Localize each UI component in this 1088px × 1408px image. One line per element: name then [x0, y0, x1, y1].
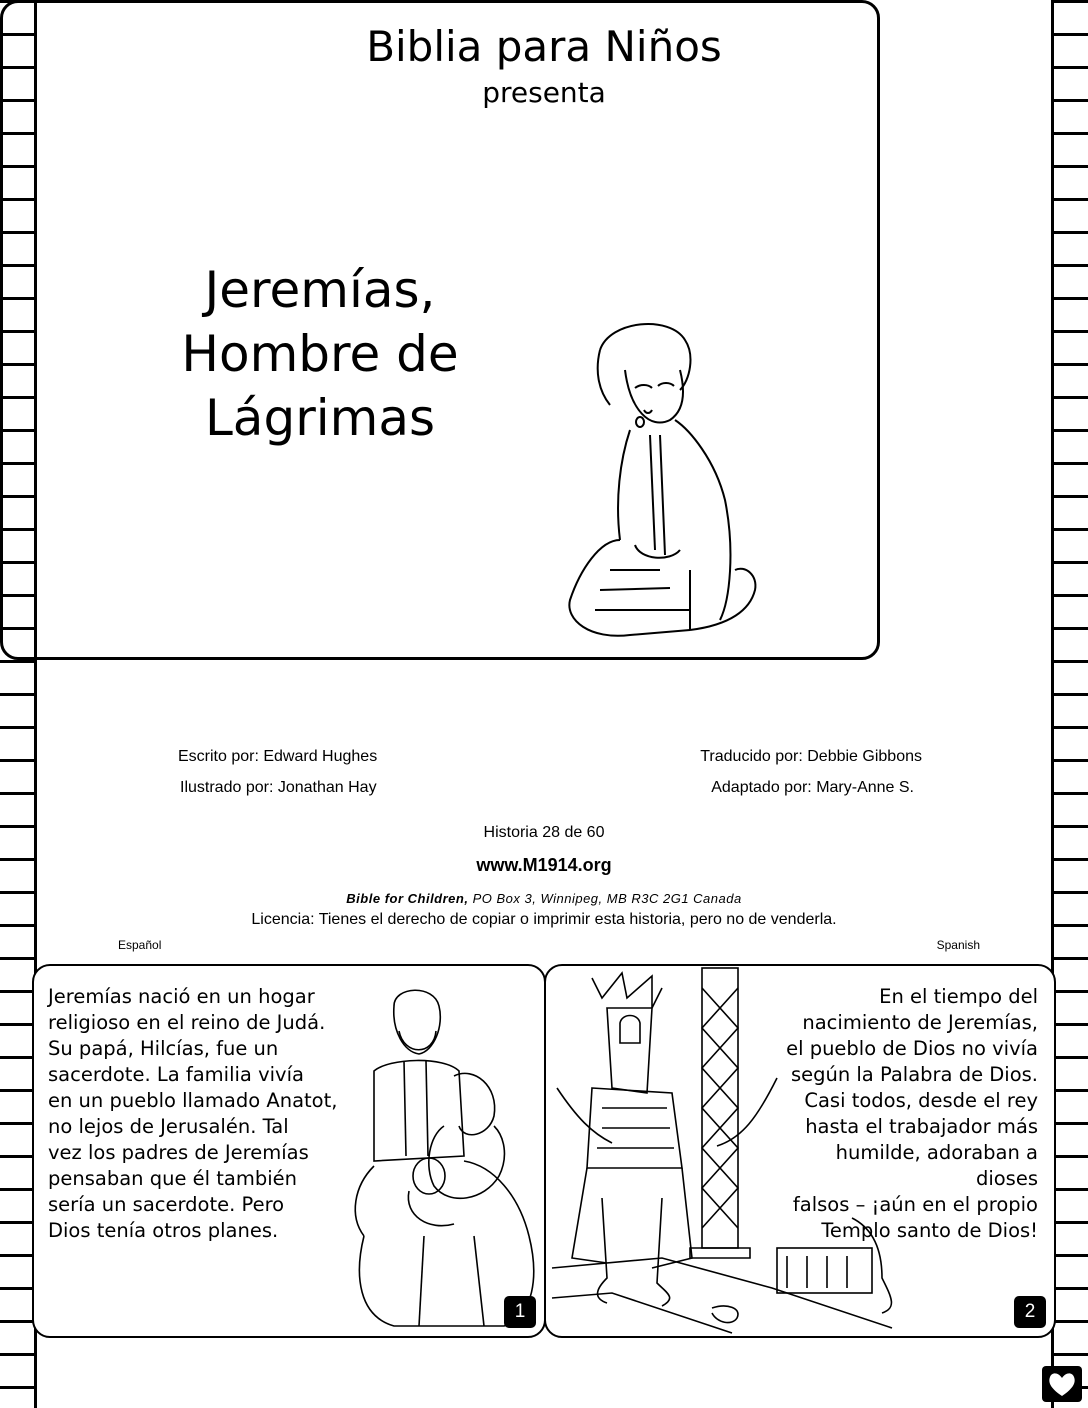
credit-illustrated: Ilustrado por: Jonathan Hay [180, 779, 377, 796]
film-strip-bar [0, 396, 34, 399]
film-strip-bar [0, 561, 34, 564]
film-strip-bar [0, 330, 34, 333]
credit-translated: Traducido por: Debbie Gibbons [700, 748, 922, 765]
cover-frame [0, 0, 880, 660]
story-title [160, 258, 480, 450]
family-illustration [334, 976, 544, 1336]
page-number-badge: 2 [1014, 1296, 1046, 1328]
address-rest: PO Box 3, Winnipeg, MB R3C 2G1 Canada [468, 891, 742, 906]
brand-subtitle: presenta [482, 76, 606, 109]
film-strip-bar [0, 132, 34, 135]
website-link[interactable]: www.M1914.org [476, 855, 612, 875]
panel-text: Jeremías nació en un hogar religioso en el reino de Judá. Su papá, Hilcías, fue un sacerdote. La familia vivía en un pueblo llamado Anatot, no lejos de Jerusalén. Tal vez los padres de Jeremías pensaban que él también sería un sacerdote. Pero Dios tenía otros planes. [48, 985, 338, 1242]
license-text: Licencia: Tienes el derecho de copiar o imprimir esta historia, pero no de venderla. [251, 911, 837, 928]
film-strip-bar [0, 264, 34, 267]
film-strip-bar [0, 231, 34, 234]
story-panel-1 [32, 964, 546, 1338]
address-line [0, 891, 1088, 906]
film-strip-bar [0, 0, 34, 3]
story-panel-2 [544, 964, 1056, 1338]
film-strip-bar [0, 594, 34, 597]
story-title-line: Hombre de [181, 325, 459, 383]
film-strip-bar [0, 627, 34, 630]
film-strip-bar [0, 198, 34, 201]
credit-adapted: Adaptado por: Mary-Anne S. [711, 779, 914, 796]
address-org: Bible for Children, [346, 891, 469, 906]
language-label-right: Spanish [936, 938, 980, 952]
story-title-line: Lágrimas [204, 389, 436, 447]
film-strip-bar [0, 495, 34, 498]
film-strip-bar [0, 297, 34, 300]
film-strip-bar [0, 462, 34, 465]
kneeling-man-illustration [540, 310, 780, 650]
story-number: Historia 28 de 60 [483, 824, 605, 841]
panel-text: En el tiempo del nacimiento de Jeremías, el pueblo de Dios no vivía según la Palabra de Dios. Casi todos, desde el rey hasta el trabajador más humilde, adoraban a dioses falsos – ¡aún en el propio Templo santo de Dios! [786, 985, 1038, 1242]
film-strip-bar [0, 528, 34, 531]
page-number-badge: 1 [504, 1296, 536, 1328]
film-strip-bar [0, 363, 34, 366]
language-label-left: Español [118, 938, 162, 952]
idol-temple-illustration [552, 968, 892, 1338]
brand-title: Biblia para Niños [366, 22, 722, 71]
story-title-line: Jeremías, [204, 261, 436, 319]
film-strip-bar [0, 165, 34, 168]
credit-written: Escrito por: Edward Hughes [178, 748, 378, 765]
film-strip-bar [0, 429, 34, 432]
